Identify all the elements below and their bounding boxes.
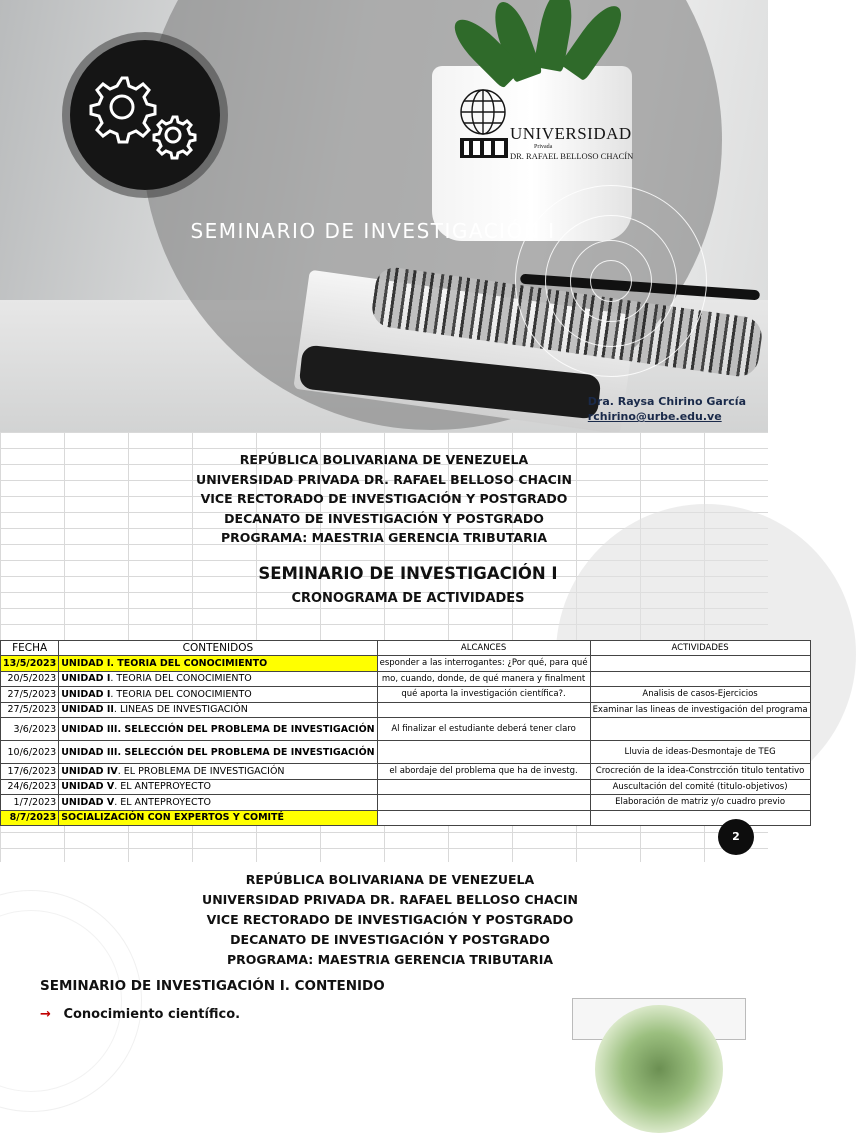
content-list-item [40,1007,240,1022]
cell-actividades [590,810,810,826]
cell-actividades: Lluvia de ideas-Desmontaje de TEG [590,741,810,764]
slide-title: SEMINARIO DE INVESTIGACIÓN I. CONTENIDO [40,978,385,994]
schedule-slide [0,432,808,862]
logo-subtitle: DR. RAFAEL BELLOSO CHACÍN [510,151,634,161]
cell-contenidos [59,702,377,718]
header-line: UNIVERSIDAD PRIVADA DR. RAFAEL BELLOSO CHACIN [202,892,578,907]
illustration-graphic [595,1005,723,1133]
cell-fecha: 1/7/2023 [1,795,59,811]
cell-alcances: qué aporta la investigación científica?. [377,687,590,703]
cell-alcances [377,810,590,826]
header-fecha: FECHA [1,641,59,656]
cell-alcances: mo, cuando, donde, de qué manera y finalment [377,671,590,687]
cell-alcances: esponder a las interrogantes: ¿Por qué, para qué [377,656,590,672]
header-contenidos: CONTENIDOS [59,641,377,656]
unit-topic: . EL PROBLEMA DE INVESTIGACIÓN [117,765,285,777]
header-line: PROGRAMA: MAESTRIA GERENCIA TRIBUTARIA [220,530,548,545]
cell-contenidos [59,779,377,795]
unit-label: UNIDAD I [61,688,111,700]
unit-label: UNIDAD I [61,673,111,685]
unit-topic: . EL ANTEPROYECTO [114,781,211,793]
cell-fecha: 3/6/2023 [1,718,59,741]
header-alcances: ALCANCES [377,641,590,656]
cell-alcances [377,779,590,795]
cell-fecha: 27/5/2023 [1,702,59,718]
table-row [1,687,811,703]
cell-contenidos [59,764,377,780]
cell-fecha: 10/6/2023 [1,741,59,764]
unit-label: UNIDAD V [61,781,115,793]
cell-actividades: Examinar las lineas de investigación del programa [590,702,810,718]
institution-header [0,450,768,548]
table-row [1,656,811,672]
cell-fecha: 24/6/2023 [1,779,59,795]
header-line: REPÚBLICA BOLIVARIANA DE VENEZUELA [239,452,529,467]
content-item-text: Conocimiento científico. [63,1007,241,1022]
decorative-ring [515,185,707,377]
unit-label: UNIDAD IV [61,765,118,777]
table-row [1,779,811,795]
cell-actividades [590,671,810,687]
cell-contenidos [59,810,377,826]
slide-subtitle: CRONOGRAMA DE ACTIVIDADES [291,591,525,606]
cell-actividades: Auscultación del comité (titulo-objetivos) [590,779,810,795]
cell-fecha: 17/6/2023 [1,764,59,780]
unit-topic: . LINEAS DE INVESTIGACIÓN [113,704,248,716]
cell-fecha: 13/5/2023 [1,656,59,672]
table-row [1,671,811,687]
header-line: REPÚBLICA BOLIVARIANA DE VENEZUELA [245,872,535,887]
table-row [1,795,811,811]
cell-contenidos [59,795,377,811]
table-row [1,764,811,780]
page-number-badge: 2 [718,819,754,855]
header-line: DECANATO DE INVESTIGACIÓN Y POSTGRADO [230,932,550,947]
gears-icon [70,40,220,190]
unit-topic: . TEORIA DEL CONOCIMIENTO [110,657,268,669]
cell-actividades: Analisis de casos-Ejercicios [590,687,810,703]
cell-contenidos [59,718,377,741]
unit-label: UNIDAD II [61,704,114,716]
cell-actividades [590,656,810,672]
cover-slide [0,0,768,432]
logo-text: UNIVERSIDAD [510,124,632,143]
cell-contenidos [59,687,377,703]
unit-label: UNIDAD I [61,657,111,669]
cell-contenidos [59,741,377,764]
author-name: Dra. Raysa Chirino García [587,395,746,408]
cell-actividades [590,718,810,741]
cell-contenidos [59,656,377,672]
cell-fecha: 8/7/2023 [1,810,59,826]
cell-contenidos [59,671,377,687]
table-header-row [1,641,811,656]
institution-header [0,870,780,970]
unit-label: UNIDAD III. SELECCIÓN DEL PROBLEMA DE INVESTIGACIÓN [61,746,375,758]
illustration-image [572,998,746,1040]
unit-topic: . EL ANTEPROYECTO [114,796,211,808]
cell-actividades: Crocreción de la idea-Constrcción titulo tentativo [590,764,810,780]
header-line: UNIVERSIDAD PRIVADA DR. RAFAEL BELLOSO CHACIN [196,471,572,487]
cell-alcances [377,795,590,811]
table-row [1,810,811,826]
unit-label: UNIDAD III. SELECCIÓN DEL PROBLEMA DE INVESTIGACIÓN [61,723,375,735]
header-actividades: ACTIVIDADES [590,641,810,656]
table-row [1,741,811,764]
cell-actividades: Elaboración de matriz y/o cuadro previo [590,795,810,811]
header-line: VICE RECTORADO DE INVESTIGACIÓN Y POSTGRADO [206,912,574,927]
schedule-table [0,640,811,826]
cell-alcances [377,741,590,764]
cell-alcances [377,702,590,718]
cover-title: SEMINARIO DE INVESTIGACIÓN I [190,219,556,243]
author-email-link[interactable]: rchirino@urbe.edu.ve [587,410,722,423]
table-row [1,702,811,718]
arrow-right-icon: → [40,1007,51,1022]
slide-title: SEMINARIO DE INVESTIGACIÓN I [258,564,558,583]
header-line: VICE RECTORADO DE INVESTIGACIÓN Y POSTGRADO [200,491,568,506]
logo-text-small: Privada [534,144,553,150]
unit-topic: . TEORIA DEL CONOCIMIENTO [110,688,252,700]
cell-alcances: el abordaje del problema que ha de investg. [377,764,590,780]
cell-alcances: Al finalizar el estudiante deberá tener claro [377,718,590,741]
table-row [1,718,811,741]
unit-label: SOCIALIZACIÓN CON EXPERTOS Y COMITÉ [61,812,285,824]
header-line: PROGRAMA: MAESTRIA GERENCIA TRIBUTARIA [226,952,554,967]
unit-label: UNIDAD V [61,796,115,808]
header-line: DECANATO DE INVESTIGACIÓN Y POSTGRADO [224,510,544,526]
unit-topic: . TEORIA DEL CONOCIMIENTO [110,673,252,685]
cell-fecha: 20/5/2023 [1,671,59,687]
cell-fecha: 27/5/2023 [1,687,59,703]
author-block [588,395,746,423]
content-slide [0,862,768,1024]
